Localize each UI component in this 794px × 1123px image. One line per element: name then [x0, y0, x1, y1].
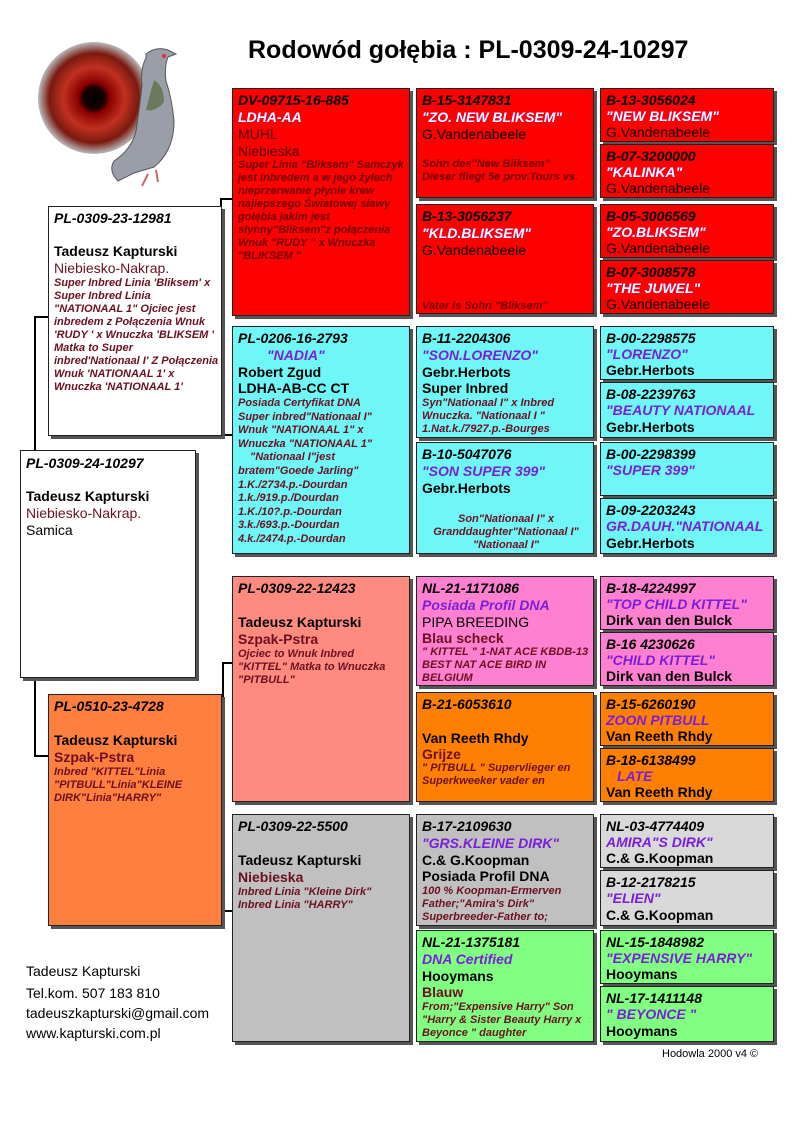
plumage-color: Posiada Profil DNA [422, 868, 550, 884]
ring-number: B-17-2109630 [422, 818, 512, 834]
bird-name: "CHILD KITTEL" [606, 652, 715, 668]
ancestor-card [600, 870, 774, 926]
pedigree-notes: Sohn des"New Bliksem" Dieser fliegt 5e prov.Tours vs. [422, 158, 579, 183]
owner-name: Van Reeth Rhdy [606, 728, 713, 744]
ring-number: NL-17-1411148 [606, 990, 702, 1006]
ancestor-card [600, 382, 774, 438]
plumage-color: Niebieska [238, 143, 300, 159]
ancestor-card [600, 748, 774, 802]
dam-card [48, 694, 222, 926]
ancestor-card [600, 260, 774, 314]
footer-name: Tadeusz Kapturski [26, 963, 141, 979]
footer-phone: Tel.kom. 507 183 810 [26, 985, 160, 1001]
owner-name: Tadeusz Kapturski [54, 732, 178, 748]
ring-number: PL-0309-22-12423 [238, 580, 356, 596]
bird-name: "KLD.BLIKSEM" [422, 225, 531, 241]
ancestor-card [600, 814, 774, 868]
sire-card [48, 206, 222, 436]
ring-number: B-11-2204306 [422, 330, 511, 346]
connector-line [34, 680, 36, 756]
ancestor-card [600, 930, 774, 984]
great-grandparent-card [416, 204, 594, 314]
owner-name: MUHL [238, 126, 278, 142]
owner-name: Tadeusz Kapturski [238, 852, 362, 868]
bird-name: "EXPENSIVE HARRY" [606, 950, 753, 966]
connector-line [34, 316, 48, 318]
ring-number: PL-0309-22-5500 [238, 818, 348, 834]
ancestor-card [600, 204, 774, 258]
ring-number: B-05-3006569 [606, 208, 696, 224]
ring-number: NL-03-4774409 [606, 818, 705, 834]
pedigree-notes: Ojciec to Wnuk Inbred "KITTEL" Matka to Wnuczka "PITBULL" [238, 648, 386, 686]
pedigree-notes: Inbred "KITTEL"Linia "PITBULL"Linia"KLEINE DIRK"Linia"HARRY" [54, 766, 183, 804]
owner-name: Tadeusz Kapturski [26, 488, 150, 504]
footer-website[interactable]: www.kapturski.com.pl [26, 1025, 161, 1041]
grandparent-card [232, 88, 410, 316]
bird-name: LATE [617, 768, 653, 784]
ring-number: PL-0309-24-10297 [26, 455, 144, 471]
plumage-color: Szpak-Pstra [54, 749, 135, 765]
bird-name: "SUPER 399" [606, 462, 695, 478]
pedigree-notes: Super Linia "Bliksem" Samczyk jest inbredem a w jego żyłach nieprzerwanie płynie krew najlepszego Światowej sławy gołębia jakim jest słynny"Bliksem"z połączenia Wnuk "RUDY " x Wnuczka "BLIKSEM " [238, 159, 404, 262]
bird-name: "TOP CHILD KITTEL" [606, 596, 747, 612]
plumage-color: Szpak-Pstra [238, 631, 319, 647]
great-grandparent-card [416, 326, 594, 438]
bird-name: "SON SUPER 399" [422, 463, 545, 479]
pedigree-notes: Syn"Nationaal I" x Inbred Wnuczka. "Nationaal I " 1.Nat.k./7927.p.-Bourges [422, 397, 555, 435]
owner-name: Dirk van den Bulck [606, 612, 733, 628]
owner-name: G.Vandenabeele [422, 242, 527, 258]
ring-number: B-00-2298399 [606, 446, 696, 462]
owner-name: C.& G.Koopman [606, 850, 714, 866]
owner-name: Hooymans [606, 966, 678, 982]
ancestor-card [600, 576, 774, 630]
bird-name: GR.DAUH."NATIONAAL [606, 518, 764, 534]
connector-line [220, 198, 232, 200]
version-label: Hodowla 2000 v4 © [662, 1048, 759, 1060]
ring-number: B-13-3056237 [422, 208, 512, 224]
pedigree-notes: " KITTEL " 1-NAT ACE KBDB-13 BEST NAT ACE BIRD IN BELGIUM [422, 646, 589, 684]
ring-number: B-10-5047076 [422, 446, 512, 462]
bird-name: LDHA-AA [238, 109, 302, 125]
owner-name: Gebr.Herbots [422, 364, 511, 380]
connector-line [34, 755, 48, 757]
pedigree-notes: Posiada Certyfikat DNA Super inbred"Nationaal I" Wnuk "NATIONAAL 1" x Wnuczka "NATIONAAL 1" "Nationaal I"jest bratem"Goede Jarling" 1.K./2734.p.-Dourdan 1.k./919.p./Dourdan 1.K./10?.p.-Dourdan 3.k./693.p.-Dourdan 4.k./2474.p.-Dourdan [238, 397, 373, 545]
pedigree-notes: 100 % Koopman-Ermerven Father;"Amira's Dirk" Superbreeder-Father to; [422, 885, 562, 923]
connector-line [222, 910, 232, 912]
owner-name: PIPA BREEDING [422, 614, 530, 630]
plumage-color: Grijze [422, 746, 461, 762]
ring-number: B-15-6260190 [606, 696, 696, 712]
pedigree-notes: Vater is Sohn "Bliksem" [422, 300, 548, 312]
plumage-color: Niebiesko-Nakrap. [54, 260, 170, 276]
owner-name: Van Reeth Rhdy [422, 730, 529, 746]
grandparent-card [232, 814, 410, 1042]
great-grandparent-card [416, 692, 594, 802]
ring-number: B-09-2203243 [606, 502, 696, 518]
plumage-color: Blauw [422, 984, 464, 1000]
pedigree-notes: From;"Expensive Harry" Son "Harry & Sister Beauty Harry x Beyonce " daughter [422, 1001, 582, 1039]
owner-name: Dirk van den Bulck [606, 668, 733, 684]
sex-label: Samica [26, 522, 73, 538]
plumage-color: Blau scheck [422, 630, 504, 646]
grandparent-card [232, 576, 410, 802]
great-grandparent-card [416, 576, 594, 686]
footer-email[interactable]: tadeuszkapturski@gmail.com [26, 1005, 210, 1021]
bird-name: "NADIA" [267, 347, 325, 363]
great-grandparent-card [416, 88, 594, 198]
pedigree-notes: Son"Nationaal I" x Granddaughter"Nationaal I" "Nationaal I" [433, 513, 579, 551]
bird-name: ZOON PITBULL [606, 712, 710, 728]
owner-name: Van Reeth Rhdy [606, 784, 713, 800]
ancestor-card [600, 986, 774, 1042]
bird-name: "GRS.KLEINE DIRK" [422, 835, 559, 851]
ring-number: DV-09715-16-885 [238, 92, 349, 108]
owner-name: G.Vandenabeele [606, 240, 711, 256]
owner-name: G.Vandenabeele [422, 126, 527, 142]
page-title: Rodowód gołębia : PL-0309-24-10297 [248, 36, 689, 64]
bird-name: "ZO. NEW BLIKSEM" [422, 109, 563, 125]
owner-name: Gebr.Herbots [422, 480, 511, 496]
owner-note: Super Inbred [422, 380, 509, 396]
bird-name: Posiada Profil DNA [422, 597, 550, 613]
bird-name: AMIRA"S DIRK" [606, 834, 713, 850]
bird-name: "BEAUTY NATIONAAL [606, 402, 756, 418]
owner-name: G.Vandenabeele [606, 180, 711, 196]
ancestor-card [600, 144, 774, 198]
bird-name: "ZO.BLIKSEM" [606, 224, 706, 240]
ring-number: B-08-2239763 [606, 386, 696, 402]
owner-name: C.& G.Koopman [606, 907, 714, 923]
connector-line [222, 662, 224, 912]
ring-number: PL-0510-23-4728 [54, 698, 164, 714]
owner-name: Gebr.Herbots [606, 535, 695, 551]
great-grandparent-card [416, 930, 594, 1042]
bird-name: DNA Certified [422, 951, 513, 967]
ring-number: B-21-6053610 [422, 696, 512, 712]
subject-card [20, 450, 196, 678]
pedigree-notes: Super Inbred Linia 'Bliksem' x Super Inbred Linia "NATIONAAL 1" Ojciec jest inbredem z Połączenia Wnuk 'RUDY ' x Wnuczka 'BLIKSEM ' Matka to Super inbred'Nationaal I' Z Połączenia Wnuk 'NATIONAAL 1' x Wnuczka 'NATIONAAL 1' [54, 277, 219, 393]
owner-name: Tadeusz Kapturski [54, 243, 178, 259]
owner-name: Gebr.Herbots [606, 419, 695, 435]
ancestor-card [600, 442, 774, 496]
owner-name: Hooymans [422, 968, 494, 984]
connector-line [222, 662, 232, 664]
bird-name: "KALINKA" [606, 164, 683, 180]
plumage-color: Niebiesko-Nakrap. [26, 505, 142, 521]
ancestor-card [600, 692, 774, 746]
ring-number: NL-15-1848982 [606, 934, 705, 950]
ring-number: NL-21-1171086 [422, 580, 520, 596]
ring-number: B-18-6138499 [606, 752, 696, 768]
bird-name: "LORENZO" [606, 346, 688, 362]
bird-name: "NEW BLIKSEM" [606, 108, 719, 124]
bird-name: " BEYONCE " [606, 1006, 697, 1022]
ring-number: B-07-3008578 [606, 264, 696, 280]
ring-number: B-07-3200000 [606, 148, 696, 164]
grandparent-card [232, 326, 410, 554]
owner-name: C.& G.Koopman [422, 852, 530, 868]
ring-number: B-16 4230626 [606, 636, 695, 652]
great-grandparent-card [416, 442, 594, 554]
plumage-color: LDHA-AB-CC CT [238, 380, 350, 396]
bird-name: "ELIEN" [606, 890, 661, 906]
ring-number: B-00-2298575 [606, 330, 696, 346]
ring-number: B-18-4224997 [606, 580, 696, 596]
ancestor-card [600, 632, 774, 686]
connector-line [34, 316, 36, 452]
ancestor-card [600, 88, 774, 142]
bird-name: "SON.LORENZO" [422, 347, 538, 363]
bird-name: "THE JUWEL" [606, 280, 701, 296]
ring-number: B-13-3056024 [606, 92, 696, 108]
owner-name: G.Vandenabeele [606, 124, 711, 140]
ring-number: NL-21-1375181 [422, 934, 521, 950]
ring-number: PL-0206-16-2793 [238, 330, 348, 346]
ring-number: PL-0309-23-12981 [54, 210, 172, 226]
owner-name: Tadeusz Kapturski [238, 614, 362, 630]
pedigree-notes: Inbred Linia "Kleine Dirk" Inbred Linia "HARRY" [238, 886, 372, 911]
owner-name: Hooymans [606, 1023, 678, 1039]
great-grandparent-card [416, 814, 594, 926]
ring-number: B-15-3147831 [422, 92, 512, 108]
plumage-color: Niebieska [238, 869, 304, 885]
pedigree-notes: " PITBULL " Supervlieger en Superkweeker vader en [422, 762, 571, 787]
pigeon-logo [36, 24, 196, 188]
ancestor-card [600, 498, 774, 554]
owner-name: Gebr.Herbots [606, 362, 695, 378]
owner-name: Robert Zgud [238, 364, 322, 380]
owner-name: G.Vandenabeele [606, 296, 711, 312]
ancestor-card [600, 326, 774, 380]
ring-number: B-12-2178215 [606, 874, 696, 890]
